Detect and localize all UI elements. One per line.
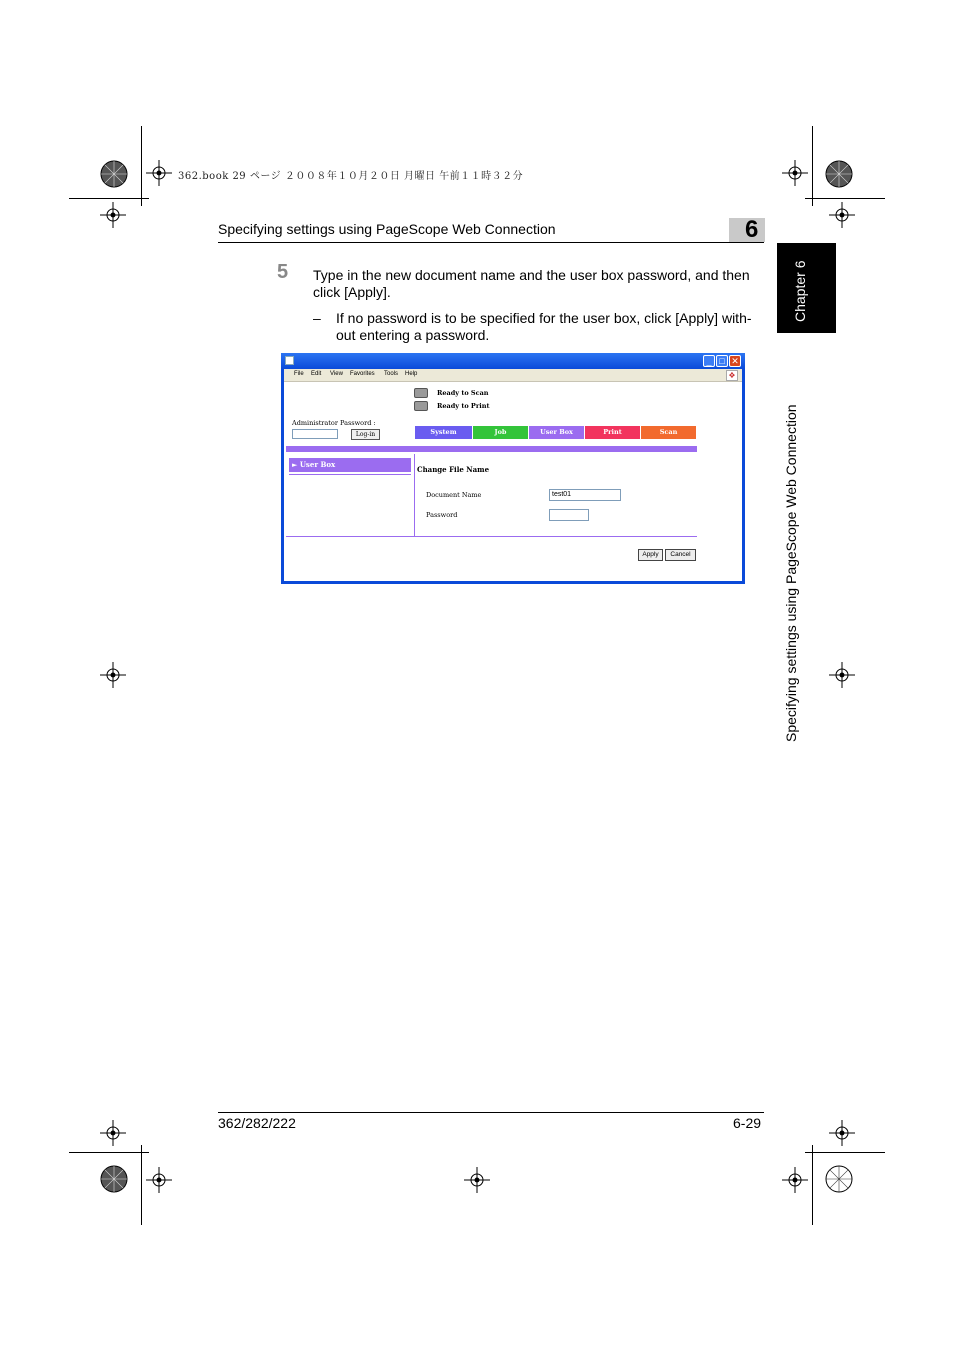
status-scan: Ready to Scan bbox=[437, 389, 489, 397]
running-head: Specifying settings using PageScope Web Connection bbox=[218, 221, 556, 237]
document-name-label: Document Name bbox=[426, 491, 482, 499]
bullet-text: If no password is to be specified for the user box, click [Apply] with-out entering a password. bbox=[336, 310, 752, 343]
crosshair-mark bbox=[782, 160, 808, 186]
chapter-side-tab-label: Chapter 6 bbox=[792, 260, 808, 322]
crosshair-mark bbox=[100, 662, 126, 688]
trim-line bbox=[69, 1152, 149, 1153]
registration-mark-bottom-right-circle bbox=[825, 1165, 853, 1193]
trim-line bbox=[805, 1152, 885, 1153]
header-rule bbox=[218, 242, 764, 243]
browser-window-screenshot bbox=[281, 353, 745, 584]
maximize-button[interactable]: □ bbox=[716, 355, 728, 367]
menu-favorites[interactable]: Favorites bbox=[350, 371, 375, 377]
sidebar-item-user-box[interactable]: ► User Box bbox=[289, 458, 411, 472]
sidebar-rule bbox=[289, 474, 411, 475]
trim-line bbox=[805, 198, 885, 199]
admin-password-label: Administrator Password : bbox=[292, 419, 376, 427]
printer-icon bbox=[414, 401, 428, 411]
status-print: Ready to Print bbox=[437, 402, 490, 410]
menu-tools[interactable]: Tools bbox=[384, 371, 399, 377]
trim-line bbox=[812, 126, 813, 206]
close-button[interactable]: ✕ bbox=[729, 355, 741, 367]
tab-scan[interactable]: Scan bbox=[641, 426, 696, 439]
print-info: 362.book 29 ページ ２００８年１０月２０日 月曜日 午前１１時３２分 bbox=[178, 171, 524, 182]
windows-logo-icon: ❖ bbox=[726, 370, 738, 381]
crosshair-mark bbox=[100, 1120, 126, 1146]
crosshair-mark bbox=[829, 202, 855, 228]
section-bar bbox=[286, 446, 697, 452]
menu-bar bbox=[284, 369, 742, 382]
minimize-button[interactable]: _ bbox=[703, 355, 715, 367]
form-title: Change File Name bbox=[417, 465, 490, 474]
footer-page-number: 6-29 bbox=[733, 1115, 762, 1131]
crosshair-mark bbox=[829, 662, 855, 688]
login-button[interactable]: Log-in bbox=[351, 429, 380, 440]
password-label: Password bbox=[426, 511, 458, 519]
form-bottom-rule bbox=[286, 536, 697, 537]
menu-file[interactable]: File bbox=[294, 371, 304, 377]
menu-edit[interactable]: Edit bbox=[311, 371, 322, 377]
browser-content bbox=[284, 369, 742, 581]
admin-password-input[interactable] bbox=[292, 429, 338, 439]
menu-help[interactable]: Help bbox=[405, 371, 418, 377]
content-divider bbox=[414, 454, 415, 536]
registration-mark-bottom-left-circle bbox=[100, 1165, 128, 1193]
tab-system[interactable]: System bbox=[415, 426, 472, 439]
crosshair-mark bbox=[829, 1120, 855, 1146]
bullet-dash: – bbox=[313, 310, 321, 326]
trim-line bbox=[69, 198, 149, 199]
crosshair-mark bbox=[146, 1167, 172, 1193]
cancel-button[interactable]: Cancel bbox=[665, 549, 696, 561]
chapter-number: 6 bbox=[745, 216, 759, 243]
document-name-input[interactable]: test01 bbox=[549, 489, 621, 501]
scanner-icon bbox=[414, 388, 428, 398]
crosshair-mark bbox=[146, 160, 172, 186]
tab-user-box[interactable]: User Box bbox=[529, 426, 584, 439]
side-chapter-title: Specifying settings using PageScope Web Connection bbox=[783, 404, 799, 742]
menu-view[interactable]: View bbox=[330, 371, 343, 377]
browser-app-icon bbox=[285, 356, 294, 365]
crosshair-mark bbox=[782, 1167, 808, 1193]
window-title-bar bbox=[281, 353, 745, 369]
password-input[interactable] bbox=[549, 509, 589, 521]
trim-line bbox=[141, 126, 142, 206]
tab-print[interactable]: Print bbox=[585, 426, 640, 439]
apply-button[interactable]: Apply bbox=[638, 549, 663, 561]
registration-mark-top-left-circle bbox=[100, 160, 128, 188]
footer-rule bbox=[218, 1112, 764, 1113]
footer-model: 362/282/222 bbox=[218, 1115, 296, 1131]
step-number: 5 bbox=[277, 261, 289, 283]
trim-line bbox=[812, 1145, 813, 1225]
trim-line bbox=[141, 1145, 142, 1225]
crosshair-mark bbox=[100, 202, 126, 228]
crosshair-mark bbox=[464, 1167, 490, 1193]
tab-job[interactable]: Job bbox=[473, 426, 528, 439]
step-text: Type in the new document name and the user box password, and then click [Apply]. bbox=[313, 267, 750, 300]
registration-mark-top-right-circle bbox=[825, 160, 853, 188]
